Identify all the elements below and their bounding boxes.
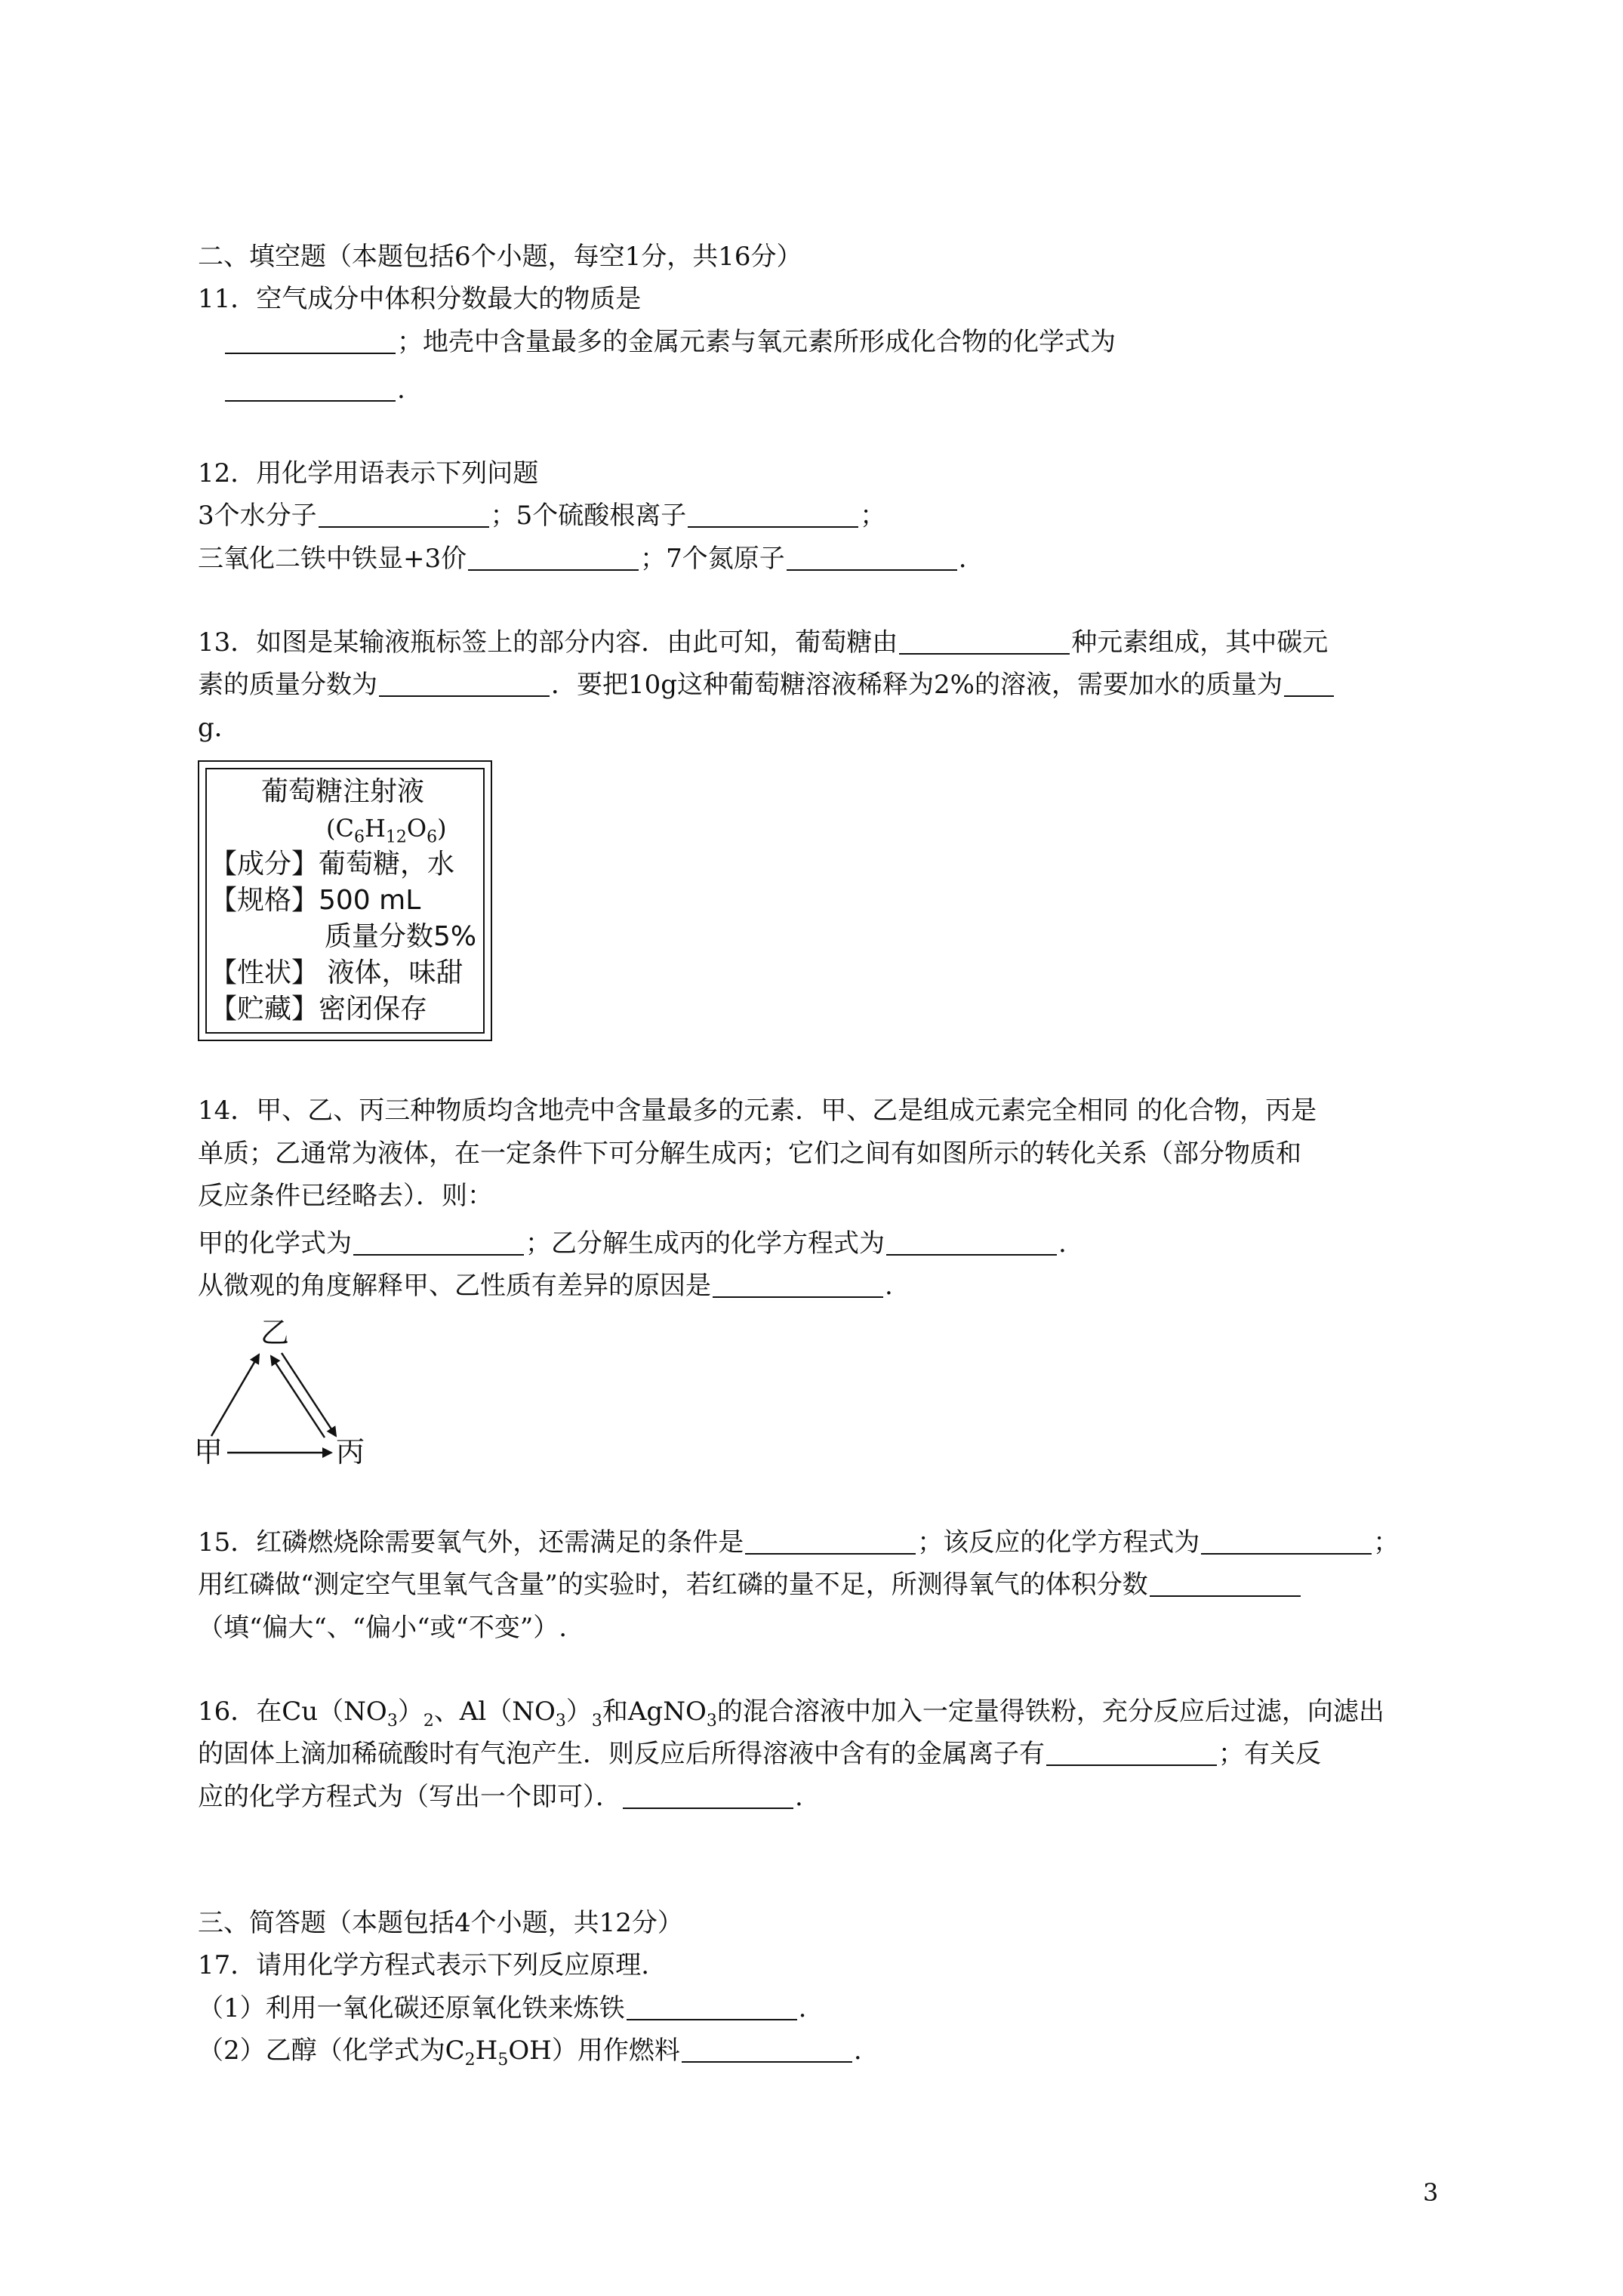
q12-line-2: 3个水分子 ；5个硫酸根离子 ； [198,501,886,531]
answer-blank[interactable] [225,373,396,402]
arrow-jia-to-yi [211,1354,259,1436]
label-title: 葡萄糖注射液 [261,776,425,807]
label-row-mass-fraction: 质量分数5% [325,921,477,952]
q12-line-1: 12．用化学用语表示下列问题 [198,458,539,488]
answer-blank[interactable] [899,626,1070,655]
q11-line-3: . [223,373,405,406]
q13-line-1: 13．如图是某输液瓶标签上的部分内容．由此可知，葡萄糖由 种元素组成，其中碳元 [198,627,1329,658]
q13-line-3: g． [198,713,240,743]
arrow-yi-to-bing [282,1353,336,1436]
label-row-storage: 【贮藏】密闭保存 [210,994,428,1025]
diagram-node-yi: 乙 [260,1316,290,1349]
answer-blank[interactable] [353,1227,524,1256]
answer-blank[interactable] [623,1780,793,1809]
q11-line-1: 11．空气成分中体积分数最大的物质是 [198,284,642,314]
q16-line-3: 应的化学方程式为（写出一个即可）． . [198,1782,803,1812]
answer-blank[interactable] [745,1526,916,1555]
q17-part-1: （1）利用一氧化碳还原氧化铁来炼铁 . [198,1993,807,2023]
label-formula: $(C_6H_{12}O_6)$ [326,814,447,847]
diagram-node-jia: 甲 [194,1435,223,1469]
q14-line-5: 从微观的角度解释甲、乙性质有差异的原因是 . [198,1271,893,1301]
q12-line-3: 三氧化二铁中铁显+3价 ；7个氮原子 . [198,544,967,574]
answer-blank[interactable] [319,499,489,528]
section-3-heading: 三、简答题（本题包括4个小题，共12分） [198,1908,683,1938]
answer-blank[interactable] [627,1992,797,2020]
q15-line-3: （填“偏大“、“偏小“或“不变”）. [198,1613,568,1643]
q13-line-2: 素的质量分数为 ．要把10g这种葡萄糖溶液稀释为2%的溶液，需要加水的质量为 [198,668,1335,701]
conversion-diagram [192,1314,389,1480]
answer-blank[interactable] [225,325,396,354]
arrow-bing-to-yi [271,1356,325,1438]
infusion-label-inner [205,768,485,1034]
answer-blank[interactable] [1284,668,1334,697]
answer-blank[interactable] [1046,1737,1217,1766]
label-row-properties: 【性状】 液体，味甜 [210,957,463,988]
q15-line-1: 15．红磷燃烧除需要氧气外，还需满足的条件是 ；该反应的化学方程式为 ； [198,1527,1400,1558]
q17-line-1: 17．请用化学方程式表示下列反应原理. [198,1950,650,1980]
answer-blank[interactable] [1150,1568,1301,1597]
answer-blank[interactable] [379,668,550,697]
answer-blank[interactable] [688,499,858,528]
label-row-spec: 【规格】500 mL [210,885,421,916]
answer-blank[interactable] [713,1269,883,1298]
page-number: 3 [1423,2178,1439,2207]
section-2-heading: 二、填空题（本题包括6个小题，每空1分，共16分） [198,242,802,272]
diagram-node-bing: 丙 [336,1435,365,1469]
answer-blank[interactable] [468,542,639,571]
q11-line-2: ；地壳中含量最多的金属元素与氧元素所形成化合物的化学式为 [223,325,1116,359]
q14-line-1: 14．甲、乙、丙三种物质均含地壳中含量最多的元素．甲、乙是组成元素完全相同 的化合物，丙是 [198,1096,1317,1126]
answer-blank[interactable] [1201,1526,1372,1555]
q17-part-2: （2）乙醇（化学式为$C_2H_5OH$）用作燃料 . [198,2036,862,2069]
infusion-label-figure [198,760,492,1041]
q14-line-2: 单质；乙通常为液体，在一定条件下可分解生成丙；它们之间有如图所示的转化关系（部分物质和 [198,1139,1301,1169]
q14-line-3: 反应条件已经略去）．则： [198,1181,493,1211]
answer-blank[interactable] [787,542,957,571]
answer-blank[interactable] [682,2034,852,2063]
q16-line-2: 的固体上滴加稀硫酸时有气泡产生．则反应后所得溶液中含有的金属离子有 ；有关反 [198,1739,1321,1769]
q14-line-4: 甲的化学式为 ；乙分解生成丙的化学方程式为 . [198,1228,1067,1259]
label-row-ingredients: 【成分】葡萄糖，水 [210,849,455,880]
answer-blank[interactable] [886,1227,1057,1256]
q16-line-1: 16．在$Cu(NO_3)_2$、$Al(NO_3)_3$和AgNO$_3$的混合溶液中加入一定量得铁粉，充分反应后过滤，向滤出 [198,1697,1384,1730]
q15-line-2: 用红磷做“测定空气里氧气含量”的实验时，若红磷的量不足，所测得氧气的体积分数 [198,1568,1302,1601]
